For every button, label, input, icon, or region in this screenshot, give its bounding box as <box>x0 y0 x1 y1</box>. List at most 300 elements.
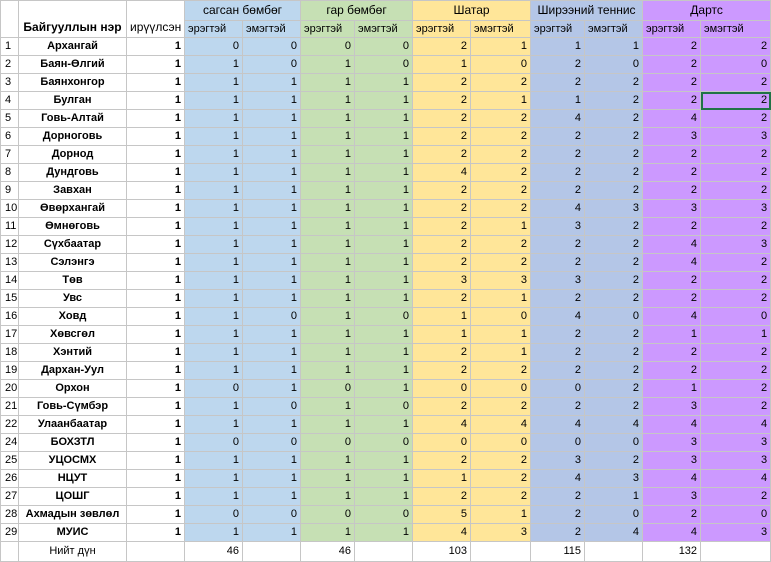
score-cell[interactable]: 0 <box>355 308 413 326</box>
header-male[interactable]: эрэгтэй <box>413 21 471 38</box>
score-cell[interactable]: 2 <box>585 326 643 344</box>
row-number[interactable]: 18 <box>1 344 19 362</box>
score-cell[interactable]: 4 <box>413 524 471 542</box>
row-number[interactable]: 10 <box>1 200 19 218</box>
score-cell[interactable]: 1 <box>185 56 243 74</box>
score-cell[interactable]: 4 <box>643 308 701 326</box>
empty-cell[interactable] <box>243 542 301 562</box>
score-cell[interactable]: 2 <box>585 236 643 254</box>
score-cell[interactable]: 3 <box>643 434 701 452</box>
score-cell[interactable]: 0 <box>585 56 643 74</box>
score-cell[interactable]: 1 <box>471 290 531 308</box>
score-cell[interactable]: 3 <box>701 128 771 146</box>
score-cell[interactable]: 2 <box>701 344 771 362</box>
score-cell[interactable]: 3 <box>531 452 585 470</box>
score-cell[interactable]: 0 <box>355 506 413 524</box>
score-cell[interactable]: 0 <box>301 506 355 524</box>
attended-count[interactable]: 1 <box>127 398 185 416</box>
score-cell[interactable]: 2 <box>585 452 643 470</box>
score-cell[interactable]: 2 <box>585 254 643 272</box>
attended-count[interactable]: 1 <box>127 290 185 308</box>
empty-cell[interactable] <box>127 542 185 562</box>
header-male[interactable]: эрэгтэй <box>531 21 585 38</box>
score-cell[interactable]: 2 <box>643 164 701 182</box>
score-cell[interactable]: 2 <box>531 362 585 380</box>
score-cell[interactable]: 2 <box>413 236 471 254</box>
organization-name[interactable]: Улаанбаатар <box>19 416 127 434</box>
organization-name[interactable]: Дорноговь <box>19 128 127 146</box>
score-cell[interactable]: 0 <box>243 56 301 74</box>
score-cell[interactable]: 2 <box>701 38 771 56</box>
row-number[interactable]: 21 <box>1 398 19 416</box>
score-cell[interactable]: 4 <box>643 110 701 128</box>
score-cell[interactable]: 1 <box>301 74 355 92</box>
score-cell[interactable]: 3 <box>643 488 701 506</box>
row-number[interactable]: 17 <box>1 326 19 344</box>
organization-name[interactable]: Дундговь <box>19 164 127 182</box>
row-number[interactable]: 22 <box>1 416 19 434</box>
score-cell[interactable]: 0 <box>355 38 413 56</box>
row-number[interactable]: 20 <box>1 380 19 398</box>
score-cell[interactable]: 2 <box>471 146 531 164</box>
row-number[interactable]: 9 <box>1 182 19 200</box>
score-cell[interactable]: 2 <box>471 128 531 146</box>
score-cell[interactable]: 1 <box>185 272 243 290</box>
score-cell[interactable]: 1 <box>185 254 243 272</box>
score-cell[interactable]: 2 <box>701 92 771 110</box>
score-cell[interactable]: 1 <box>243 326 301 344</box>
score-cell[interactable]: 2 <box>701 272 771 290</box>
score-cell[interactable]: 2 <box>585 380 643 398</box>
score-cell[interactable]: 1 <box>243 416 301 434</box>
score-cell[interactable]: 1 <box>301 182 355 200</box>
score-cell[interactable]: 0 <box>243 398 301 416</box>
row-number[interactable]: 6 <box>1 128 19 146</box>
row-number[interactable]: 25 <box>1 452 19 470</box>
score-cell[interactable]: 4 <box>643 470 701 488</box>
score-cell[interactable]: 1 <box>413 326 471 344</box>
attended-count[interactable]: 1 <box>127 380 185 398</box>
organization-name[interactable]: УЦОСМХ <box>19 452 127 470</box>
score-cell[interactable]: 2 <box>585 146 643 164</box>
score-cell[interactable]: 2 <box>585 218 643 236</box>
score-cell[interactable]: 0 <box>355 56 413 74</box>
attended-count[interactable]: 1 <box>127 362 185 380</box>
empty-cell[interactable] <box>355 542 413 562</box>
score-cell[interactable]: 0 <box>531 380 585 398</box>
score-cell[interactable]: 2 <box>531 146 585 164</box>
score-cell[interactable]: 1 <box>471 38 531 56</box>
score-cell[interactable]: 1 <box>355 236 413 254</box>
score-cell[interactable]: 1 <box>243 164 301 182</box>
score-cell[interactable]: 1 <box>355 380 413 398</box>
score-cell[interactable]: 1 <box>355 416 413 434</box>
score-cell[interactable]: 1 <box>355 470 413 488</box>
score-cell[interactable]: 2 <box>701 218 771 236</box>
score-cell[interactable]: 1 <box>413 308 471 326</box>
score-cell[interactable]: 1 <box>243 146 301 164</box>
organization-name[interactable]: Говь-Алтай <box>19 110 127 128</box>
score-cell[interactable]: 2 <box>701 182 771 200</box>
score-cell[interactable]: 1 <box>355 182 413 200</box>
organization-name[interactable]: Орхон <box>19 380 127 398</box>
score-cell[interactable]: 1 <box>185 452 243 470</box>
score-cell[interactable]: 1 <box>355 290 413 308</box>
score-cell[interactable]: 1 <box>355 326 413 344</box>
score-cell[interactable]: 1 <box>355 218 413 236</box>
score-cell[interactable]: 2 <box>471 74 531 92</box>
empty-cell[interactable] <box>1 542 19 562</box>
score-cell[interactable]: 1 <box>531 92 585 110</box>
score-cell[interactable]: 3 <box>531 272 585 290</box>
score-cell[interactable]: 1 <box>355 344 413 362</box>
row-number[interactable]: 24 <box>1 434 19 452</box>
score-cell[interactable]: 1 <box>185 164 243 182</box>
row-number[interactable]: 1 <box>1 38 19 56</box>
score-cell[interactable]: 0 <box>471 56 531 74</box>
attended-count[interactable]: 1 <box>127 506 185 524</box>
header-darts[interactable]: Дартс <box>643 1 771 21</box>
score-cell[interactable]: 1 <box>355 524 413 542</box>
score-cell[interactable]: 1 <box>301 398 355 416</box>
organization-name[interactable]: Дорнод <box>19 146 127 164</box>
score-cell[interactable]: 1 <box>301 56 355 74</box>
attended-count[interactable]: 1 <box>127 56 185 74</box>
score-cell[interactable]: 2 <box>471 164 531 182</box>
score-cell[interactable]: 2 <box>413 344 471 362</box>
score-cell[interactable]: 1 <box>301 92 355 110</box>
score-cell[interactable]: 2 <box>643 38 701 56</box>
score-cell[interactable]: 0 <box>185 380 243 398</box>
score-cell[interactable]: 1 <box>413 470 471 488</box>
header-female[interactable]: эмэгтэй <box>701 21 771 38</box>
score-cell[interactable]: 2 <box>413 146 471 164</box>
score-cell[interactable]: 2 <box>643 506 701 524</box>
organization-name[interactable]: Дархан-Уул <box>19 362 127 380</box>
score-cell[interactable]: 2 <box>413 254 471 272</box>
score-cell[interactable]: 1 <box>301 200 355 218</box>
score-cell[interactable]: 1 <box>355 200 413 218</box>
score-cell[interactable]: 3 <box>643 452 701 470</box>
score-cell[interactable]: 2 <box>471 452 531 470</box>
organization-name[interactable]: ЦОШГ <box>19 488 127 506</box>
score-cell[interactable]: 3 <box>643 398 701 416</box>
score-cell[interactable]: 1 <box>471 506 531 524</box>
score-cell[interactable]: 4 <box>701 470 771 488</box>
score-cell[interactable]: 1 <box>355 254 413 272</box>
score-cell[interactable]: 2 <box>701 362 771 380</box>
score-cell[interactable]: 1 <box>185 200 243 218</box>
header-female[interactable]: эмэгтэй <box>585 21 643 38</box>
row-number[interactable]: 14 <box>1 272 19 290</box>
score-cell[interactable]: 2 <box>413 128 471 146</box>
score-cell[interactable]: 3 <box>643 128 701 146</box>
score-cell[interactable]: 0 <box>701 56 771 74</box>
attended-count[interactable]: 1 <box>127 164 185 182</box>
score-cell[interactable]: 1 <box>185 74 243 92</box>
score-cell[interactable]: 4 <box>413 164 471 182</box>
row-number[interactable]: 19 <box>1 362 19 380</box>
header-attended[interactable]: ирүүлсэн <box>127 1 185 38</box>
score-cell[interactable]: 2 <box>413 74 471 92</box>
score-cell[interactable]: 1 <box>185 146 243 164</box>
total-value[interactable]: 46 <box>301 542 355 562</box>
attended-count[interactable]: 1 <box>127 416 185 434</box>
score-cell[interactable]: 4 <box>471 416 531 434</box>
score-cell[interactable]: 4 <box>531 416 585 434</box>
score-cell[interactable]: 4 <box>585 524 643 542</box>
score-cell[interactable]: 1 <box>243 380 301 398</box>
score-cell[interactable]: 4 <box>531 470 585 488</box>
organization-name[interactable]: Увс <box>19 290 127 308</box>
score-cell[interactable]: 1 <box>355 452 413 470</box>
score-cell[interactable]: 2 <box>701 146 771 164</box>
attended-count[interactable]: 1 <box>127 524 185 542</box>
score-cell[interactable]: 1 <box>643 326 701 344</box>
score-cell[interactable]: 4 <box>585 416 643 434</box>
score-cell[interactable]: 3 <box>471 272 531 290</box>
attended-count[interactable]: 1 <box>127 218 185 236</box>
score-cell[interactable]: 1 <box>243 470 301 488</box>
score-cell[interactable]: 0 <box>471 434 531 452</box>
score-cell[interactable]: 1 <box>185 236 243 254</box>
score-cell[interactable]: 1 <box>355 146 413 164</box>
score-cell[interactable]: 2 <box>585 110 643 128</box>
score-cell[interactable]: 1 <box>185 218 243 236</box>
score-cell[interactable]: 1 <box>185 416 243 434</box>
header-chess[interactable]: Шатар <box>413 1 531 21</box>
attended-count[interactable]: 1 <box>127 488 185 506</box>
score-cell[interactable]: 2 <box>531 254 585 272</box>
score-cell[interactable]: 2 <box>701 380 771 398</box>
score-cell[interactable]: 1 <box>301 452 355 470</box>
organization-name[interactable]: Баянхонгор <box>19 74 127 92</box>
row-number[interactable]: 26 <box>1 470 19 488</box>
score-cell[interactable]: 2 <box>585 344 643 362</box>
score-cell[interactable]: 1 <box>185 110 243 128</box>
score-cell[interactable]: 1 <box>301 218 355 236</box>
score-cell[interactable]: 3 <box>701 200 771 218</box>
score-cell[interactable]: 0 <box>471 308 531 326</box>
row-number[interactable]: 13 <box>1 254 19 272</box>
score-cell[interactable]: 1 <box>301 308 355 326</box>
attended-count[interactable]: 1 <box>127 326 185 344</box>
score-cell[interactable]: 1 <box>355 92 413 110</box>
score-cell[interactable]: 1 <box>243 236 301 254</box>
score-cell[interactable]: 4 <box>531 200 585 218</box>
score-cell[interactable]: 3 <box>471 524 531 542</box>
score-cell[interactable]: 0 <box>701 308 771 326</box>
score-cell[interactable]: 1 <box>243 74 301 92</box>
score-cell[interactable]: 2 <box>585 290 643 308</box>
score-cell[interactable]: 1 <box>185 128 243 146</box>
organization-name[interactable]: БОХЗТЛ <box>19 434 127 452</box>
row-number[interactable]: 27 <box>1 488 19 506</box>
score-cell[interactable]: 2 <box>701 254 771 272</box>
score-cell[interactable]: 0 <box>185 38 243 56</box>
row-number[interactable]: 16 <box>1 308 19 326</box>
score-cell[interactable]: 2 <box>531 128 585 146</box>
header-female[interactable]: эмэгтэй <box>471 21 531 38</box>
row-number[interactable]: 28 <box>1 506 19 524</box>
score-cell[interactable]: 2 <box>413 110 471 128</box>
score-cell[interactable]: 2 <box>413 452 471 470</box>
organization-name[interactable]: Өмнөговь <box>19 218 127 236</box>
score-cell[interactable]: 0 <box>301 38 355 56</box>
score-cell[interactable]: 1 <box>185 182 243 200</box>
score-cell[interactable]: 2 <box>701 110 771 128</box>
score-cell[interactable]: 1 <box>185 326 243 344</box>
attended-count[interactable]: 1 <box>127 434 185 452</box>
score-cell[interactable]: 1 <box>355 488 413 506</box>
score-cell[interactable]: 2 <box>413 92 471 110</box>
row-number[interactable]: 5 <box>1 110 19 128</box>
score-cell[interactable]: 1 <box>243 218 301 236</box>
score-cell[interactable]: 2 <box>531 344 585 362</box>
score-cell[interactable]: 1 <box>355 128 413 146</box>
score-cell[interactable]: 3 <box>701 434 771 452</box>
organization-name[interactable]: Өвөрхангай <box>19 200 127 218</box>
score-cell[interactable]: 1 <box>243 272 301 290</box>
score-cell[interactable]: 0 <box>355 434 413 452</box>
score-cell[interactable]: 1 <box>471 326 531 344</box>
score-cell[interactable]: 0 <box>531 434 585 452</box>
score-cell[interactable]: 3 <box>413 272 471 290</box>
score-cell[interactable]: 1 <box>643 380 701 398</box>
score-cell[interactable]: 2 <box>471 488 531 506</box>
score-cell[interactable]: 0 <box>301 434 355 452</box>
score-cell[interactable]: 2 <box>471 236 531 254</box>
row-number[interactable]: 4 <box>1 92 19 110</box>
score-cell[interactable]: 1 <box>301 128 355 146</box>
attended-count[interactable]: 1 <box>127 92 185 110</box>
attended-count[interactable]: 1 <box>127 272 185 290</box>
score-cell[interactable]: 2 <box>413 290 471 308</box>
row-number[interactable]: 7 <box>1 146 19 164</box>
score-cell[interactable]: 3 <box>701 452 771 470</box>
row-number[interactable]: 8 <box>1 164 19 182</box>
score-cell[interactable]: 2 <box>471 200 531 218</box>
attended-count[interactable]: 1 <box>127 74 185 92</box>
score-cell[interactable]: 3 <box>701 524 771 542</box>
score-cell[interactable]: 1 <box>301 326 355 344</box>
score-cell[interactable]: 4 <box>643 236 701 254</box>
score-cell[interactable]: 2 <box>413 38 471 56</box>
score-cell[interactable]: 0 <box>243 506 301 524</box>
score-cell[interactable]: 4 <box>643 524 701 542</box>
organization-name[interactable]: Хөвсгөл <box>19 326 127 344</box>
score-cell[interactable]: 0 <box>585 506 643 524</box>
score-cell[interactable]: 2 <box>413 182 471 200</box>
score-cell[interactable]: 4 <box>413 416 471 434</box>
score-cell[interactable]: 0 <box>471 380 531 398</box>
organization-name[interactable]: Говь-Сүмбэр <box>19 398 127 416</box>
score-cell[interactable]: 1 <box>301 290 355 308</box>
attended-count[interactable]: 1 <box>127 200 185 218</box>
empty-cell[interactable] <box>585 542 643 562</box>
score-cell[interactable]: 0 <box>301 380 355 398</box>
score-cell[interactable]: 2 <box>701 488 771 506</box>
score-cell[interactable]: 0 <box>185 434 243 452</box>
score-cell[interactable]: 1 <box>301 416 355 434</box>
score-cell[interactable]: 2 <box>531 182 585 200</box>
score-cell[interactable]: 1 <box>243 344 301 362</box>
score-cell[interactable]: 1 <box>243 362 301 380</box>
organization-name[interactable]: Сэлэнгэ <box>19 254 127 272</box>
attended-count[interactable]: 1 <box>127 308 185 326</box>
score-cell[interactable]: 2 <box>643 272 701 290</box>
total-value[interactable]: 46 <box>185 542 243 562</box>
score-cell[interactable]: 1 <box>355 164 413 182</box>
header-basketball[interactable]: сагсан бөмбөг <box>185 1 301 21</box>
score-cell[interactable]: 1 <box>301 146 355 164</box>
score-cell[interactable]: 2 <box>471 110 531 128</box>
score-cell[interactable]: 1 <box>413 56 471 74</box>
row-number[interactable]: 11 <box>1 218 19 236</box>
attended-count[interactable]: 1 <box>127 182 185 200</box>
score-cell[interactable]: 2 <box>413 488 471 506</box>
score-cell[interactable]: 2 <box>531 506 585 524</box>
score-cell[interactable]: 1 <box>185 524 243 542</box>
row-number[interactable]: 2 <box>1 56 19 74</box>
score-cell[interactable]: 1 <box>301 524 355 542</box>
organization-name[interactable]: Булган <box>19 92 127 110</box>
score-cell[interactable]: 2 <box>531 326 585 344</box>
row-number[interactable]: 29 <box>1 524 19 542</box>
score-cell[interactable]: 2 <box>585 362 643 380</box>
score-cell[interactable]: 2 <box>643 362 701 380</box>
score-cell[interactable]: 1 <box>301 344 355 362</box>
attended-count[interactable]: 1 <box>127 452 185 470</box>
score-cell[interactable]: 1 <box>243 254 301 272</box>
score-cell[interactable]: 4 <box>643 416 701 434</box>
total-value[interactable]: 115 <box>531 542 585 562</box>
score-cell[interactable]: 2 <box>531 290 585 308</box>
score-cell[interactable]: 1 <box>471 218 531 236</box>
score-cell[interactable]: 1 <box>243 290 301 308</box>
row-number[interactable]: 3 <box>1 74 19 92</box>
score-cell[interactable]: 1 <box>243 452 301 470</box>
score-cell[interactable]: 2 <box>585 128 643 146</box>
score-cell[interactable]: 1 <box>531 38 585 56</box>
score-cell[interactable]: 1 <box>185 290 243 308</box>
score-cell[interactable]: 1 <box>243 182 301 200</box>
row-number[interactable]: 15 <box>1 290 19 308</box>
score-cell[interactable]: 0 <box>585 434 643 452</box>
score-cell[interactable]: 1 <box>243 488 301 506</box>
score-cell[interactable]: 1 <box>701 326 771 344</box>
score-cell[interactable]: 2 <box>643 92 701 110</box>
score-cell[interactable]: 2 <box>531 56 585 74</box>
score-cell[interactable]: 2 <box>531 236 585 254</box>
score-cell[interactable]: 1 <box>301 236 355 254</box>
score-cell[interactable]: 1 <box>355 74 413 92</box>
organization-name[interactable]: Төв <box>19 272 127 290</box>
score-cell[interactable]: 4 <box>531 308 585 326</box>
score-cell[interactable]: 0 <box>413 380 471 398</box>
organization-name[interactable]: Завхан <box>19 182 127 200</box>
score-cell[interactable]: 2 <box>701 164 771 182</box>
score-cell[interactable]: 2 <box>531 524 585 542</box>
score-cell[interactable]: 3 <box>585 200 643 218</box>
total-value[interactable]: 103 <box>413 542 471 562</box>
score-cell[interactable]: 3 <box>531 218 585 236</box>
score-cell[interactable]: 2 <box>471 182 531 200</box>
score-cell[interactable]: 3 <box>643 200 701 218</box>
attended-count[interactable]: 1 <box>127 146 185 164</box>
header-male[interactable]: эрэгтэй <box>185 21 243 38</box>
score-cell[interactable]: 2 <box>413 200 471 218</box>
